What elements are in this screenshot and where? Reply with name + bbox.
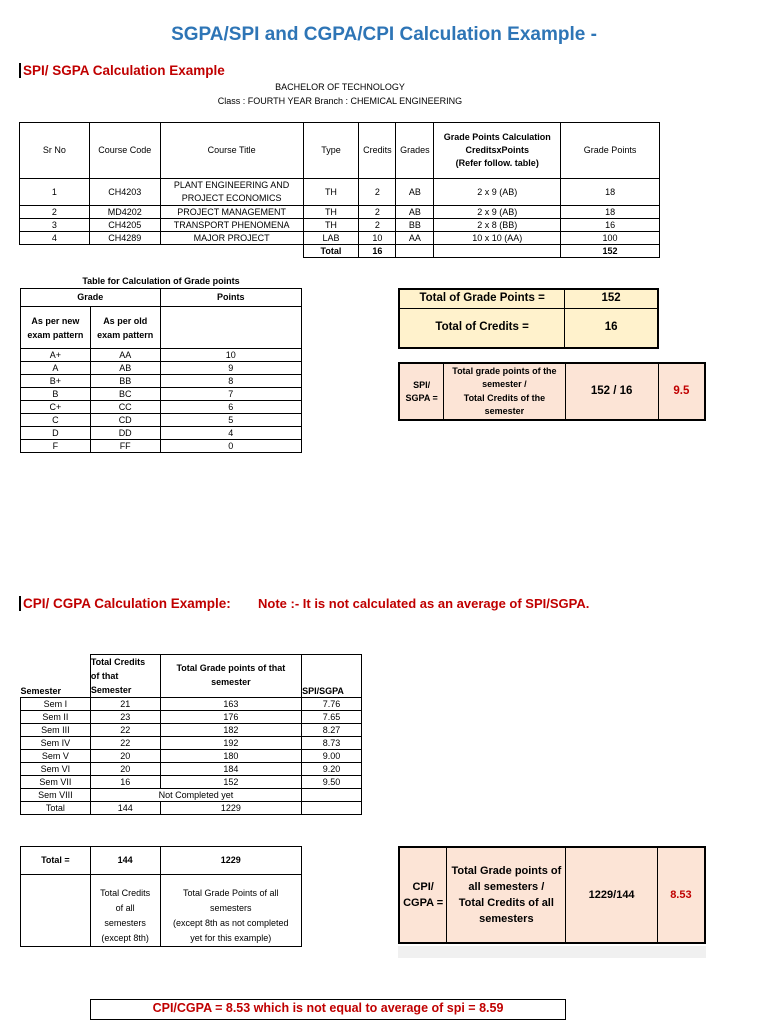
cell-credits: 20 <box>90 750 160 763</box>
cell-spi: 7.65 <box>302 711 362 724</box>
header-credits-line2: of that <box>90 671 119 681</box>
cell-credits: 22 <box>90 724 160 737</box>
header-new-pattern <box>21 307 91 349</box>
cpi-result: 8.53 <box>657 847 705 943</box>
cpi-formula-line2: all semesters / <box>468 881 545 893</box>
cell-points: 182 <box>160 724 301 737</box>
cell-type: TH <box>303 206 359 219</box>
old-pattern-line2: exam pattern <box>97 329 154 340</box>
class-line: Class : FOURTH YEAR Branch : CHEMICAL ENGINEERING <box>217 96 463 106</box>
cell-credits: 22 <box>90 737 160 750</box>
cell-type: TH <box>303 219 359 232</box>
cell-grade: AA <box>396 232 434 245</box>
header-type: Type <box>303 123 359 179</box>
grade-row <box>21 388 302 401</box>
cell-new: B+ <box>21 375 91 388</box>
header-points-line2: semester <box>211 677 251 687</box>
spi-formula-line4: semester <box>484 406 525 416</box>
cell-title-line1: PLANT ENGINEERING AND <box>173 180 290 190</box>
grade-row <box>21 414 302 427</box>
cell-new: A <box>21 362 91 375</box>
cell-new: C+ <box>21 401 91 414</box>
total-grade-points-label: Total of Grade Points = <box>399 289 565 308</box>
semester-table-header <box>21 655 362 698</box>
cell-code: CH4205 <box>89 219 160 232</box>
total-credits: 16 <box>359 245 396 258</box>
cell-credits: 16 <box>90 776 160 789</box>
cell-total-points: 1229 <box>160 802 301 815</box>
cell-sem: Sem III <box>21 724 91 737</box>
cell-points: 180 <box>160 750 301 763</box>
spi-formula-box <box>398 362 706 421</box>
cpi-fraction: 1229/144 <box>566 847 657 943</box>
cpi-formula <box>447 847 566 943</box>
credits-desc-line4: (except 8th) <box>101 933 149 943</box>
cell-spi: 8.27 <box>302 724 362 737</box>
header-credits-line1: Total Credits <box>90 657 146 667</box>
cell-old: CC <box>90 401 160 414</box>
cell-calc: 2 x 9 (AB) <box>434 206 561 219</box>
header-spi: SPI/SGPA <box>302 655 362 698</box>
grade-row <box>21 362 302 375</box>
points-desc-line3: (except 8th as not completed <box>172 918 289 928</box>
credits-desc-line2: of all <box>115 903 135 913</box>
cell-credits: 2 <box>359 179 396 206</box>
cell-total-credits: 144 <box>90 802 160 815</box>
cell-sr: 4 <box>20 232 90 245</box>
cpi-formula-line1: Total Grade points of <box>451 865 562 877</box>
cell-points: 176 <box>160 711 301 724</box>
header-credits <box>90 655 160 698</box>
cell-points: 0 <box>160 440 301 453</box>
cell-code: CH4203 <box>89 179 160 206</box>
cpi-section-heading: CPI/ CGPA Calculation Example: <box>19 596 231 611</box>
semester-row <box>21 737 362 750</box>
grade-row <box>21 440 302 453</box>
credits-desc-line1: Total Credits <box>100 888 151 898</box>
spi-label-line1: SPI/ <box>413 379 431 390</box>
cell-points: 100 <box>561 232 660 245</box>
cell-calc: 10 x 10 (AA) <box>434 232 561 245</box>
cell-points: 18 <box>561 206 660 219</box>
cell-old: BB <box>90 375 160 388</box>
spi-formula <box>444 363 565 420</box>
cell-points: 152 <box>160 776 301 789</box>
semester-row <box>21 711 362 724</box>
shadow-strip <box>398 946 706 958</box>
cpi-label-line2: CGPA = <box>403 897 444 909</box>
grade-row <box>21 375 302 388</box>
new-pattern-line1: As per new <box>31 315 80 326</box>
header-points: Points <box>160 289 301 307</box>
total-points: 152 <box>561 245 660 258</box>
header-credits: Credits <box>359 123 396 179</box>
header-points-line1: Total Grade points of that <box>176 663 286 673</box>
grade-summary-box <box>398 288 659 349</box>
grade-row <box>21 401 302 414</box>
cpi-label <box>399 847 447 943</box>
cell-sr: 1 <box>20 179 90 206</box>
cell-new: F <box>21 440 91 453</box>
cell-sem8-status: Not Completed yet <box>90 789 301 802</box>
points-desc-line2: semesters <box>210 903 252 913</box>
cell-sem: Sem V <box>21 750 91 763</box>
cell-type: LAB <box>303 232 359 245</box>
conclusion-box: CPI/CGPA = 8.53 which is not equal to average of spi = 8.59 <box>90 999 566 1020</box>
cell-spi: 9.20 <box>302 763 362 776</box>
table-row <box>20 219 660 232</box>
cell-credits: 10 <box>359 232 396 245</box>
header-sr-no: Sr No <box>20 123 90 179</box>
spi-fraction: 152 / 16 <box>565 363 658 420</box>
cell-points: 7 <box>160 388 301 401</box>
new-pattern-line2: exam pattern <box>27 329 84 340</box>
cell-title-line2: PROJECT ECONOMICS <box>181 193 282 203</box>
cpi-label-line1: CPI/ <box>412 881 434 893</box>
header-course-title: Course Title <box>160 123 303 179</box>
cell-credits: 21 <box>90 698 160 711</box>
semester-row <box>21 763 362 776</box>
total-grade-points-value: 152 <box>565 289 658 308</box>
cell-points: 18 <box>561 179 660 206</box>
header-grade: Grade <box>21 289 161 307</box>
grade-points-table <box>20 288 302 453</box>
cell-code: CH4289 <box>89 232 160 245</box>
header-calc-line3: (Refer follow. table) <box>455 158 539 168</box>
cell-title <box>160 179 303 206</box>
header-credits-line3: Semester <box>90 685 132 695</box>
spi-label-line2: SGPA = <box>405 392 438 403</box>
cpi-formula-line4: semesters <box>479 913 534 925</box>
header-old-pattern <box>90 307 160 349</box>
cell-points: 8 <box>160 375 301 388</box>
header-calc-line1: Grade Points Calculation <box>443 132 551 142</box>
page-title: SGPA/SPI and CGPA/CPI Calculation Example - <box>171 24 597 45</box>
points-desc-line1: Total Grade Points of all <box>182 888 279 898</box>
cell-points: 6 <box>160 401 301 414</box>
cell-new: A+ <box>21 349 91 362</box>
cell-title: PROJECT MANAGEMENT <box>160 206 303 219</box>
grade-table-subheader <box>21 307 302 349</box>
cell-points: 9 <box>160 362 301 375</box>
semester-row <box>21 698 362 711</box>
header-course-code: Course Code <box>89 123 160 179</box>
cell-calc: 2 x 8 (BB) <box>434 219 561 232</box>
cpi-formula-box <box>398 846 706 944</box>
cpi-note: Note :- It is not calculated as an average of SPI/SGPA. <box>258 596 590 611</box>
cell-old: BC <box>90 388 160 401</box>
spi-section-heading: SPI/ SGPA Calculation Example <box>19 63 225 78</box>
spi-formula-line1: Total grade points of the <box>452 365 557 376</box>
cell-spi: 9.00 <box>302 750 362 763</box>
cell-points: 192 <box>160 737 301 750</box>
cell-old: FF <box>90 440 160 453</box>
semester-table <box>20 654 362 815</box>
cell-sem: Sem IV <box>21 737 91 750</box>
totals-credits: 144 <box>90 847 160 875</box>
cell-new: C <box>21 414 91 427</box>
course-table-header <box>20 123 660 179</box>
cell-sem: Sem VI <box>21 763 91 776</box>
cell-sem: Sem II <box>21 711 91 724</box>
semester-row <box>21 724 362 737</box>
course-table <box>19 122 660 258</box>
cell-title: TRANSPORT PHENOMENA <box>160 219 303 232</box>
totals-points: 1229 <box>160 847 301 875</box>
cell-calc: 2 x 9 (AB) <box>434 179 561 206</box>
grade-table-caption: Table for Calculation of Grade points <box>82 276 240 286</box>
cell-sem: Sem I <box>21 698 91 711</box>
degree-line: BACHELOR OF TECHNOLOGY <box>275 82 405 92</box>
cell-credits: 20 <box>90 763 160 776</box>
cell-old: AB <box>90 362 160 375</box>
header-calculation <box>434 123 561 179</box>
cell-new: B <box>21 388 91 401</box>
cell-sem: Sem VII <box>21 776 91 789</box>
semester-row <box>21 789 362 802</box>
cpi-formula-line3: Total Credits of all <box>458 897 554 909</box>
cell-points: 184 <box>160 763 301 776</box>
spi-label <box>399 363 444 420</box>
table-row <box>20 206 660 219</box>
cell-old: DD <box>90 427 160 440</box>
cell-type: TH <box>303 179 359 206</box>
cell-title: MAJOR PROJECT <box>160 232 303 245</box>
spi-formula-line2: semester / <box>482 379 527 389</box>
totals-credits-desc <box>90 875 160 947</box>
semester-row <box>21 750 362 763</box>
total-credits-value: 16 <box>565 308 658 348</box>
cell-spi: 8.73 <box>302 737 362 750</box>
header-calc-line2: CreditsxPoints <box>465 145 529 155</box>
cell-points: 163 <box>160 698 301 711</box>
cell-points: 4 <box>160 427 301 440</box>
cell-old: AA <box>90 349 160 362</box>
cell-sr: 3 <box>20 219 90 232</box>
old-pattern-line1: As per old <box>103 315 148 326</box>
cell-grade: AB <box>396 179 434 206</box>
points-desc-line4: yet for this example) <box>190 933 272 943</box>
grade-row <box>21 349 302 362</box>
header-grades: Grades <box>396 123 434 179</box>
credits-desc-line3: semesters <box>104 918 146 928</box>
cell-sem: Sem VIII <box>21 789 91 802</box>
spi-formula-line3: Total Credits of the <box>463 392 546 403</box>
cell-points: 10 <box>160 349 301 362</box>
cell-sr: 2 <box>20 206 90 219</box>
cell-grade: BB <box>396 219 434 232</box>
cell-grade: AB <box>396 206 434 219</box>
semester-total-row <box>21 802 362 815</box>
cell-code: MD4202 <box>89 206 160 219</box>
grade-table-header <box>21 289 302 307</box>
table-row <box>20 232 660 245</box>
semester-row <box>21 776 362 789</box>
total-credits-label: Total of Credits = <box>399 308 565 348</box>
grade-row <box>21 427 302 440</box>
cell-credits: 23 <box>90 711 160 724</box>
header-semester: Semester <box>21 655 91 698</box>
cell-credits: 2 <box>359 206 396 219</box>
cell-spi: 9.50 <box>302 776 362 789</box>
totals-box <box>20 846 302 947</box>
total-label: Total <box>303 245 359 258</box>
cell-new: D <box>21 427 91 440</box>
totals-label: Total = <box>21 847 91 875</box>
total-row <box>20 245 660 258</box>
cell-points: 16 <box>561 219 660 232</box>
cell-spi: 7.76 <box>302 698 362 711</box>
totals-points-desc <box>160 875 301 947</box>
cell-credits: 2 <box>359 219 396 232</box>
header-grade-points: Grade Points <box>561 123 660 179</box>
cell-total-label: Total <box>21 802 91 815</box>
table-row <box>20 179 660 206</box>
header-points <box>160 655 301 698</box>
cell-old: CD <box>90 414 160 427</box>
cell-points: 5 <box>160 414 301 427</box>
spi-result: 9.5 <box>658 363 705 420</box>
